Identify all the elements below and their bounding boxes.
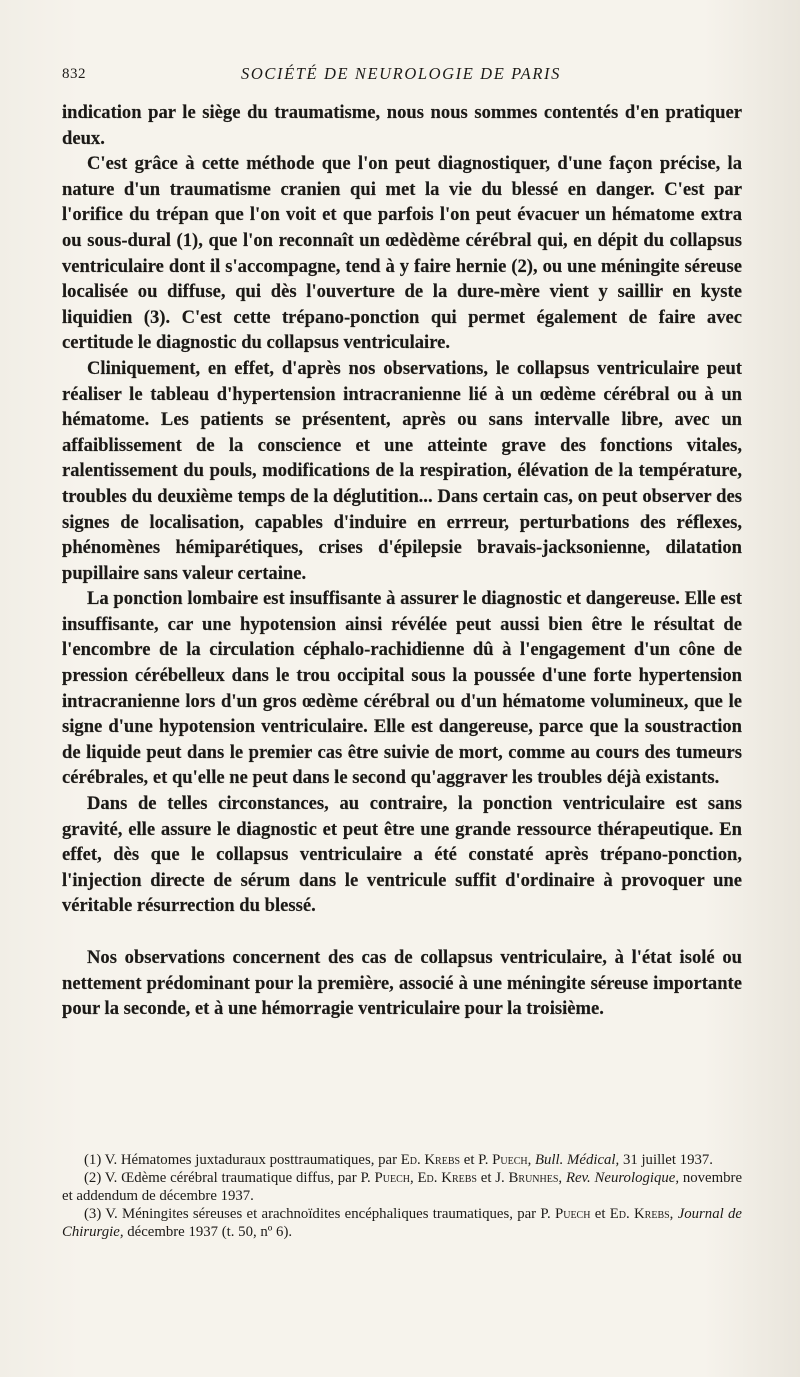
- footnote-author: Ed. Krebs,: [609, 1206, 674, 1222]
- footnote-journal: Journal de Chirurgie,: [62, 1206, 742, 1240]
- footnote: [62, 1151, 742, 1169]
- footnote-joiner: et: [594, 1206, 606, 1222]
- page-header: [62, 62, 740, 88]
- footnote-journal: Bull. Médical,: [535, 1152, 620, 1168]
- footnotes: [62, 1151, 742, 1241]
- paragraph: Dans de telles circonstances, au contraire, la ponction ventriculaire est sans gravité, elle assure le diagnostic et peut être une grande ressource thérapeutique. En effet, dès que le collapsus ventriculaire a été constaté après trépano-ponction, l'injection directe de sérum dans le ventricule suffit d'ordinaire à provoquer une véritable résurrection du blessé.: [62, 793, 742, 917]
- running-head: SOCIÉTÉ DE NEUROLOGIE DE PARIS: [241, 64, 561, 83]
- paragraph: La ponction lombaire est insuffisante à assurer le diagnostic et dangereuse. Elle est insuffisante, car une hypotension ainsi révélée peut aussi bien être le résultat de l'encombre de la circulation céphalo-rachidienne dû à l'engagement d'un cône de pression cérébelleux dans le trou occipital sous la poussée d'une forte hypertension intracranienne lors d'un gros œdème cérébral ou d'un hématome volumineux, que le signe d'une hypotension ventriculaire. Elle est dangereuse, parce que la soustraction de liquide peut dans le premier cas être suivie de mort, comme au cours des tumeurs cérébrales, et qu'elle ne peut dans le second qu'aggraver les troubles déjà existants.: [62, 588, 742, 789]
- footnote-text: (2) V. Œdème cérébral traumatique diffus, par: [84, 1170, 357, 1186]
- footnote-journal: Rev. Neurologique,: [565, 1170, 680, 1186]
- footnote: [62, 1169, 742, 1205]
- footnote-author: P. Puech,: [478, 1152, 532, 1168]
- footnote-author: P. Puech: [540, 1206, 591, 1222]
- footnote-joiner: et: [463, 1152, 475, 1168]
- footnote-text: (3) V. Méningites séreuses et arachnoïdites encéphaliques traumatiques, par: [84, 1206, 537, 1222]
- paragraph: C'est grâce à cette méthode que l'on peut diagnostiquer, d'une façon précise, la nature d'un traumatisme cranien qui met la vie du blessé en danger. C'est par l'orifice du trépan que l'on voit et que parfois l'on peut évacuer un hématome extra ou sous-dural (1), que l'on reconnaît un œdèdème cérébral qui, en dépit du collapsus ventriculaire dont il s'accompagne, tend à y faire hernie (2), ou une méningite séreuse localisée ou diffuse, qui dès l'ouverture de la dure-mère vient y saillir en kyste liquidien (3). C'est cette trépano-ponction qui permet également de faire avec certitude le diagnostic du collapsus ventriculaire.: [62, 153, 742, 354]
- footnote-author: J. Brunhes,: [495, 1170, 563, 1186]
- footnote-author: P. Puech, Ed. Krebs: [360, 1170, 477, 1186]
- paragraph: indication par le siège du traumatisme, nous nous sommes contentés d'en pratiquer deux.: [62, 102, 742, 149]
- footnote-date: décembre 1937 (t. 50, nº 6).: [127, 1224, 293, 1240]
- footnote-date: novembre et addendum de décembre 1937.: [62, 1170, 743, 1204]
- footnote: [62, 1205, 742, 1241]
- paragraph: Cliniquement, en effet, d'après nos observations, le collapsus ventriculaire peut réaliser le tableau d'hypertension intracranienne lié à un œdème cérébral ou à un hématome. Les patients se présentent, après ou sans intervalle libre, avec un affaiblissement de la conscience et une atteinte grave des fonctions vitales, ralentissement du pouls, modifications de la respiration, élévation de la température, troubles du deuxième temps de la déglutition... Dans certain cas, on peut observer des signes de localisation, capables d'induire en errreur, perturbations des réflexes, phénomènes hémiparétiques, crises d'épilepsie bravais-jacksonienne, dilatation pupillaire sans valeur certaine.: [62, 357, 742, 584]
- footnote-joiner: et: [480, 1170, 492, 1186]
- body-text: [62, 100, 742, 1022]
- footnote-date: 31 juillet 1937.: [622, 1152, 713, 1168]
- page-number: 832: [62, 66, 86, 82]
- paragraph: Nos observations concernent des cas de collapsus ventriculaire, à l'état isolé ou nettement prédominant pour la première, associé à une méningite séreuse importante pour la seconde, et à une hémorragie ventriculaire pour la troisième.: [62, 947, 742, 1020]
- footnote-text: (1) V. Hématomes juxtaduraux posttraumatiques, par: [84, 1152, 397, 1168]
- footnote-author: Ed. Krebs: [400, 1152, 461, 1168]
